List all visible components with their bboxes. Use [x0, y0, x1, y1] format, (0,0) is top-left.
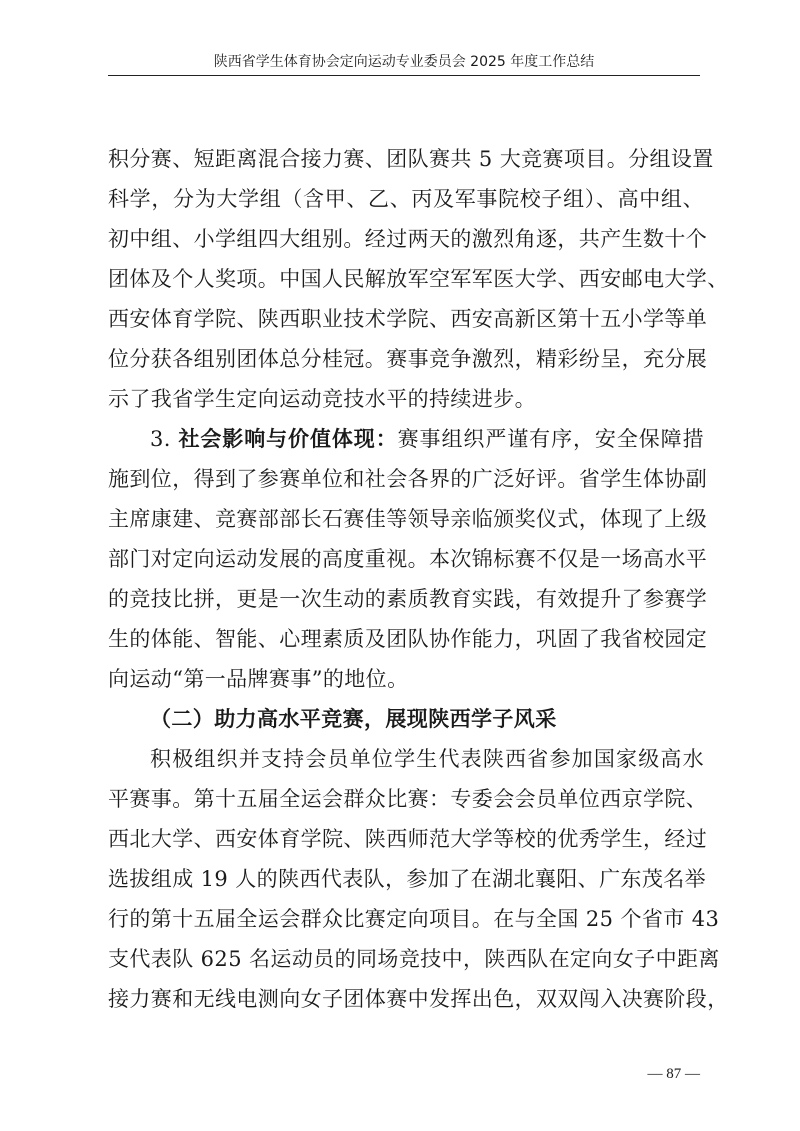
text-line: 选拔组成 19 人的陕西代表队，参加了在湖北襄阳、广东茂名举 [108, 867, 707, 891]
text-line: 积分赛、短距离混合接力赛、团队赛共 5 大竞赛项目。分组设置 [108, 147, 714, 171]
text-line: 支代表队 625 名运动员的同场竞技中，陕西队在定向女子中距离 [108, 947, 720, 971]
header-divider [108, 75, 700, 76]
text-line: 行的第十五届全运会群众比赛定向项目。在与全国 25 个省市 43 [108, 907, 720, 931]
text-line: 施到位，得到了参赛单位和社会各界的广泛好评。省学生体协副 [108, 467, 708, 491]
text-line: 的竞技比拼，更是一次生动的素质教育实践，有效提升了参赛学 [108, 587, 708, 611]
bold-lead-in: 社会影响与价值体现： [178, 427, 398, 451]
section-heading: （二）助力高水平竞赛，展现陕西学子风采 [150, 707, 557, 731]
text-line: 科学，分为大学组（含甲、乙、丙及军事院校子组）、高中组、 [108, 187, 704, 211]
text-line: 团体及个人奖项。中国人民解放军空军军医大学、西安邮电大学、 [108, 267, 729, 291]
text-line: 西北大学、西安体育学院、陕西师范大学等校的优秀学生，经过 [108, 827, 708, 851]
text-line: 接力赛和无线电测向女子团体赛中发挥出色，双双闯入决赛阶段， [108, 987, 729, 1011]
running-header: 陕西省学生体育协会定向运动专业委员会 2025 年度工作总结 [213, 54, 595, 70]
text-line: 西安体育学院、陕西职业技术学院、西安高新区第十五小学等单 [108, 307, 708, 331]
text-line: 平赛事。第十五届全运会群众比赛：专委会会员单位西京学院、 [108, 787, 708, 811]
text-line: 积极组织并支持会员单位学生代表陕西省参加国家级高水 [150, 747, 704, 771]
text-line: 位分获各组别团体总分桂冠。赛事竞争激烈，精彩纷呈，充分展 [108, 347, 708, 371]
text-line: 生的体能、智能、心理素质及团队协作能力，巩固了我省校园定 [108, 627, 708, 651]
page-number: — 87 — [647, 1066, 700, 1082]
document-body [108, 139, 729, 1019]
text-line: 初中组、小学组四大组别。经过两天的激烈角逐，共产生数十个 [108, 227, 708, 251]
paragraph-first-line [108, 419, 704, 459]
text-line: 部门对定向运动发展的高度重视。本次锦标赛不仅是一场高水平 [108, 547, 708, 571]
text-line: 示了我省学生定向运动竞技水平的持续进步。 [108, 387, 536, 411]
lead-rest: 赛事组织严谨有序，安全保障措 [397, 427, 704, 451]
text-line: 主席康建、竞赛部部长石赛佳等领导亲临颁奖仪式，体现了上级 [108, 507, 708, 531]
item-number: 3. [150, 427, 179, 451]
text-line: 向运动“第一品牌赛事”的地位。 [108, 667, 409, 691]
